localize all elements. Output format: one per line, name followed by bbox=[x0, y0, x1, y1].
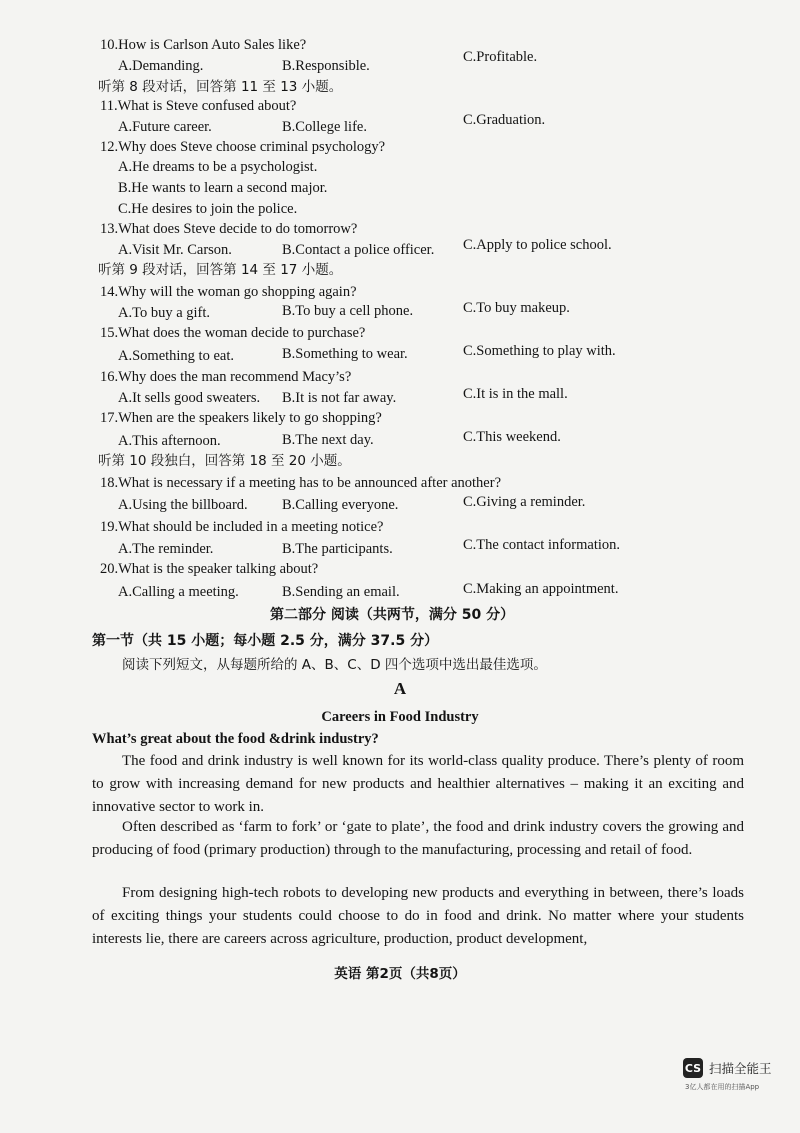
question-18: 18.What is necessary if a meeting has to be announced after another? bbox=[100, 475, 502, 491]
passage-paragraph-1: The food and drink industry is well known for its world-class quality produce. There’s plenty of room to grow with increasing demand for new products and healthier alternatives – making it an exciting and innovative sector to work in. bbox=[92, 753, 744, 815]
q20-option-b: B.Sending an email. bbox=[282, 584, 400, 600]
passage-paragraph-2: Often described as ‘farm to fork’ or ‘gate to plate’, the food and drink industry covers the growing and producing of food (primary production) through to the manufacturing, processing and retail of food. bbox=[92, 819, 744, 858]
question-14: 14.Why will the woman go shopping again? bbox=[100, 284, 357, 300]
q15-option-b: B.Something to wear. bbox=[282, 346, 408, 362]
monologue-10-instruction: 听第 10 段独白，回答第 18 至 20 小题。 bbox=[98, 453, 351, 469]
passage-title: Careers in Food Industry bbox=[321, 709, 479, 725]
q14-option-b: B.To buy a cell phone. bbox=[282, 303, 414, 319]
camscanner-logo-icon: CS bbox=[683, 1058, 703, 1078]
q16-option-c: C.It is in the mall. bbox=[463, 386, 568, 402]
page-footer: 英语 第2页（共8页） bbox=[334, 966, 466, 982]
question-13: 13.What does Steve decide to do tomorrow? bbox=[100, 221, 358, 237]
q15-option-a: A.Something to eat. bbox=[118, 348, 234, 364]
q19-option-a: A.The reminder. bbox=[118, 541, 214, 557]
passage-letter: A bbox=[393, 679, 407, 698]
question-20: 20.What is the speaker talking about? bbox=[100, 561, 319, 577]
q12-option-a: A.He dreams to be a psychologist. bbox=[118, 159, 318, 175]
q17-option-c: C.This weekend. bbox=[463, 429, 561, 445]
q11-option-b: B.College life. bbox=[282, 119, 367, 135]
q15-option-c: C.Something to play with. bbox=[463, 343, 616, 359]
question-10: 10.How is Carlson Auto Sales like? bbox=[100, 37, 307, 53]
q11-option-c: C.Graduation. bbox=[463, 112, 546, 128]
q14-option-a: A.To buy a gift. bbox=[118, 305, 211, 321]
section-one-title: 第一节（共 15 小题；每小题 2.5 分，满分 37.5 分） bbox=[92, 633, 439, 649]
q13-option-a: A.Visit Mr. Carson. bbox=[118, 242, 232, 258]
q10-option-a: A.Demanding. bbox=[118, 58, 204, 74]
dialog-9-instruction: 听第 9 段对话，回答第 14 至 17 小题。 bbox=[98, 262, 343, 278]
camscanner-tagline: 3亿人都在用的扫描App bbox=[685, 1083, 760, 1091]
q10-option-c: C.Profitable. bbox=[463, 49, 538, 65]
q17-option-b: B.The next day. bbox=[282, 432, 374, 448]
q18-option-c: C.Giving a reminder. bbox=[463, 494, 586, 510]
q20-option-c: C.Making an appointment. bbox=[463, 581, 619, 597]
q13-option-c: C.Apply to police school. bbox=[463, 237, 612, 253]
part-two-title: 第二部分 阅读（共两节，满分 50 分） bbox=[270, 607, 515, 623]
q11-option-a: A.Future career. bbox=[118, 119, 212, 135]
q14-option-c: C.To buy makeup. bbox=[463, 300, 570, 316]
q17-option-a: A.This afternoon. bbox=[118, 433, 221, 449]
passage-subheading: What’s great about the food &drink industry? bbox=[92, 731, 379, 747]
question-15: 15.What does the woman decide to purchase? bbox=[100, 325, 366, 341]
q16-option-b: B.It is not far away. bbox=[282, 390, 397, 406]
q19-option-b: B.The participants. bbox=[282, 541, 393, 557]
passage-paragraph-3: From designing high-tech robots to developing new products and everything in between, there’s loads of exciting things your students could choose to do in food and drink. No matter where your students interests lie, there are careers across agriculture, production, product development, bbox=[92, 885, 744, 947]
q18-option-b: B.Calling everyone. bbox=[282, 497, 399, 513]
q10-option-b: B.Responsible. bbox=[282, 58, 370, 74]
question-12: 12.Why does Steve choose criminal psychology? bbox=[100, 139, 386, 155]
question-19: 19.What should be included in a meeting notice? bbox=[100, 519, 384, 535]
q13-option-b: B.Contact a police officer. bbox=[282, 242, 435, 258]
question-16: 16.Why does the man recommend Macy’s? bbox=[100, 369, 352, 385]
camscanner-name: 扫描全能王 bbox=[709, 1061, 772, 1076]
question-11: 11.What is Steve confused about? bbox=[100, 98, 297, 114]
q12-option-b: B.He wants to learn a second major. bbox=[118, 180, 328, 196]
q19-option-c: C.The contact information. bbox=[463, 537, 621, 553]
q16-option-a: A.It sells good sweaters. bbox=[118, 390, 261, 406]
reading-directions: 阅读下列短文，从每题所给的 A、B、C、D 四个选项中选出最佳选项。 bbox=[122, 657, 547, 673]
q12-option-c: C.He desires to join the police. bbox=[118, 201, 298, 217]
scanner-watermark bbox=[683, 1058, 772, 1078]
q18-option-a: A.Using the billboard. bbox=[118, 497, 248, 513]
dialog-8-instruction: 听第 8 段对话，回答第 11 至 13 小题。 bbox=[98, 79, 343, 95]
question-17: 17.When are the speakers likely to go shopping? bbox=[100, 410, 382, 426]
q20-option-a: A.Calling a meeting. bbox=[118, 584, 239, 600]
